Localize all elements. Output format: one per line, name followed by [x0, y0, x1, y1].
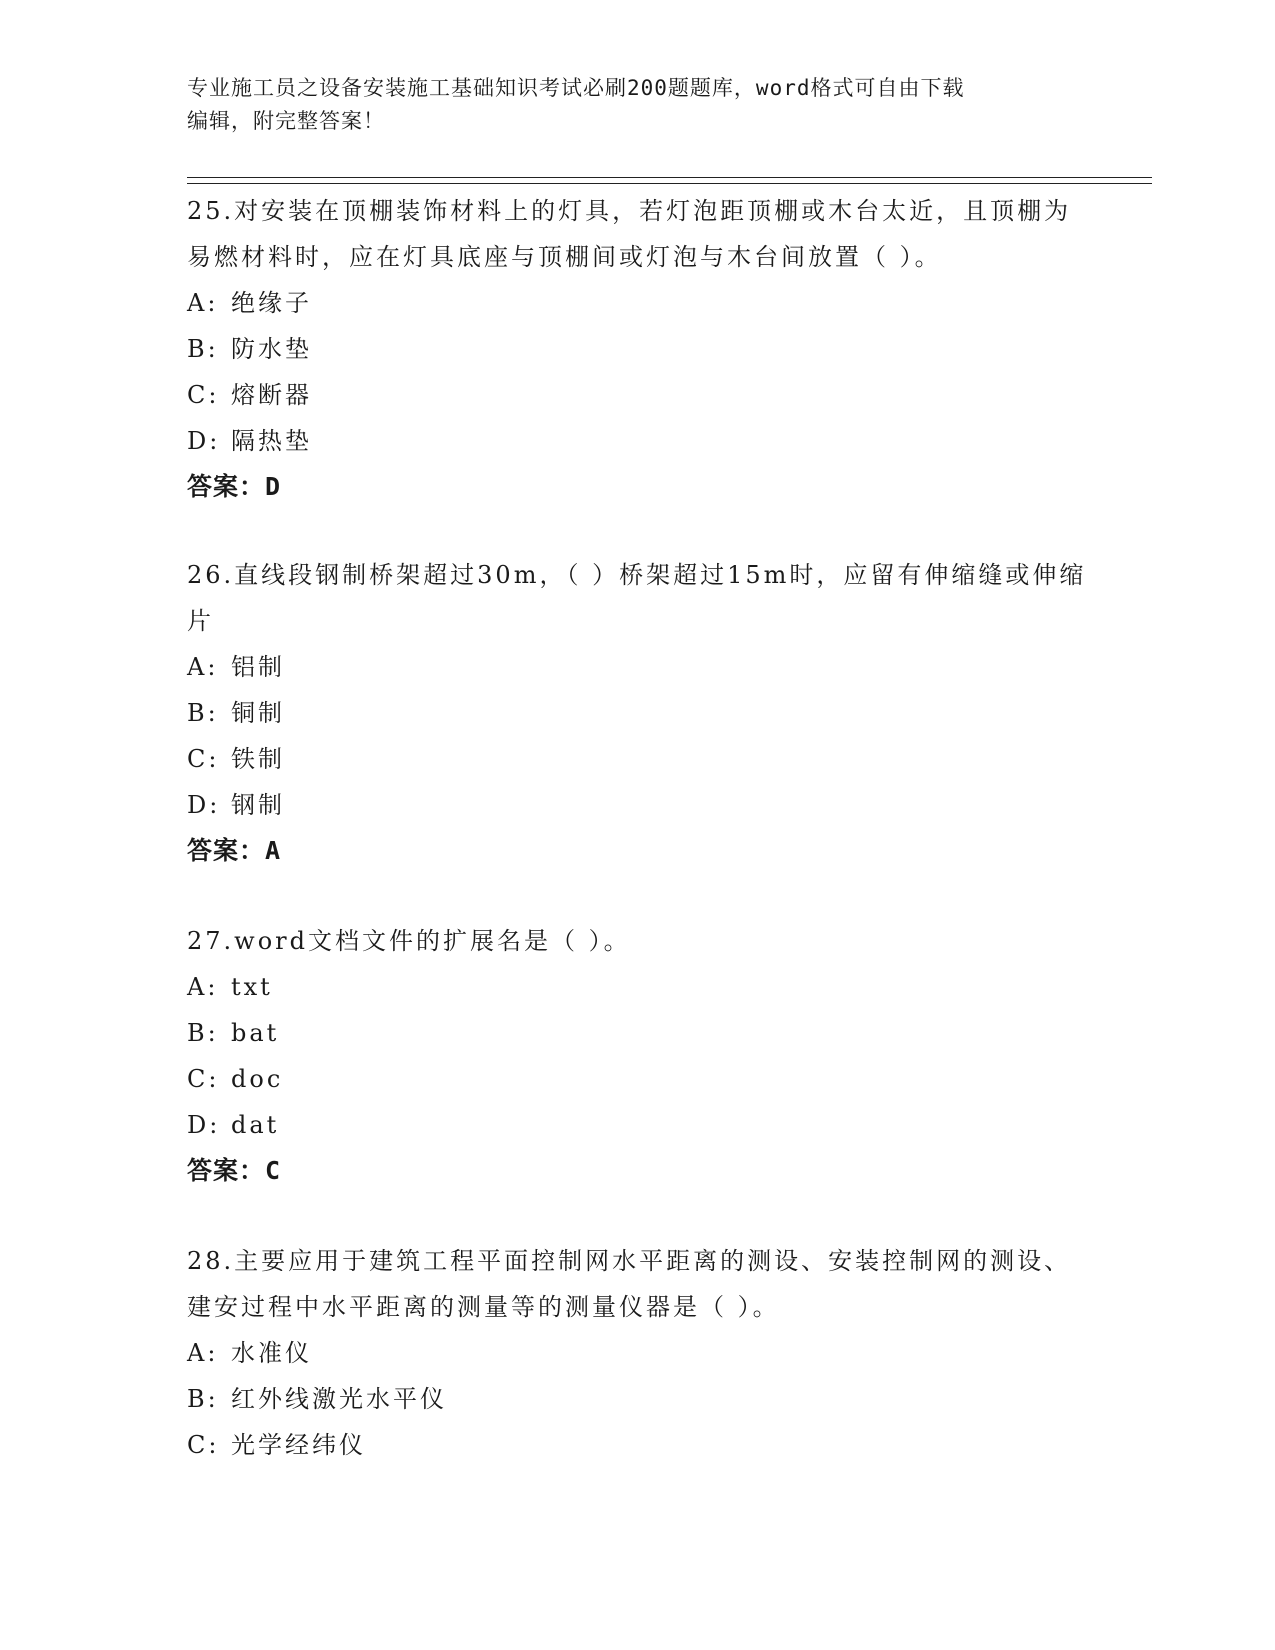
answer-value: D	[265, 472, 282, 501]
option-key: A:	[187, 973, 219, 1001]
option-value: 光学经纬仪	[231, 1431, 366, 1459]
header-divider-top	[187, 177, 1152, 178]
question-25	[187, 188, 1087, 510]
option-key: D:	[187, 791, 221, 819]
option-c	[187, 1422, 1087, 1468]
option-b	[187, 1376, 1087, 1422]
question-26	[187, 552, 1087, 874]
option-key: C:	[187, 745, 220, 773]
option-value: 红外线激光水平仪	[231, 1385, 447, 1413]
answer	[187, 1148, 1087, 1194]
option-a	[187, 280, 1087, 326]
option-value: 熔断器	[231, 381, 312, 409]
option-value: doc	[231, 1065, 284, 1093]
option-value: 铝制	[231, 653, 285, 681]
option-d	[187, 418, 1087, 464]
option-value: txt	[231, 973, 273, 1001]
question-text: 26.直线段钢制桥架超过30m，（ ）桥架超过15m时，应留有伸缩缝或伸缩片	[187, 561, 1087, 635]
option-a	[187, 644, 1087, 690]
option-value: 铜制	[231, 699, 285, 727]
option-key: B:	[187, 335, 219, 363]
option-key: D:	[187, 1111, 221, 1139]
option-key: C:	[187, 381, 220, 409]
option-b	[187, 1010, 1087, 1056]
option-a	[187, 1330, 1087, 1376]
option-value: bat	[231, 1019, 280, 1047]
header-line-2: 编辑，附完整答案！	[187, 109, 385, 133]
option-d	[187, 782, 1087, 828]
header-line-1: 专业施工员之设备安装施工基础知识考试必刷200题题库，word格式可自由下载	[187, 76, 965, 100]
option-value: 隔热垫	[231, 427, 312, 455]
option-key: C:	[187, 1065, 220, 1093]
option-value: 防水垫	[231, 335, 312, 363]
question-28	[187, 1238, 1087, 1468]
answer-label: 答案：	[187, 472, 266, 501]
answer	[187, 464, 1087, 510]
option-a	[187, 964, 1087, 1010]
header-divider-bottom	[187, 183, 1152, 184]
option-key: B:	[187, 1019, 219, 1047]
option-key: C:	[187, 1431, 220, 1459]
option-value: 绝缘子	[231, 289, 312, 317]
option-key: B:	[187, 699, 219, 727]
option-value: dat	[231, 1111, 280, 1139]
option-value: 铁制	[231, 745, 285, 773]
answer	[187, 828, 1087, 874]
answer-label: 答案：	[187, 1156, 266, 1185]
answer-value: A	[265, 836, 282, 865]
option-value: 钢制	[231, 791, 285, 819]
document-header	[187, 72, 1087, 138]
question-text: 25.对安装在顶棚装饰材料上的灯具，若灯泡距顶棚或木台太近，且顶棚为易燃材料时，应在灯具底座与顶棚间或灯泡与木台间放置（ ）。	[187, 197, 1072, 271]
answer-value: C	[265, 1156, 282, 1185]
question-27	[187, 918, 1087, 1194]
option-key: A:	[187, 289, 219, 317]
option-key: A:	[187, 653, 219, 681]
option-b	[187, 326, 1087, 372]
option-b	[187, 690, 1087, 736]
option-c	[187, 372, 1087, 418]
option-c	[187, 1056, 1087, 1102]
option-d	[187, 1102, 1087, 1148]
question-text: 27.word文档文件的扩展名是（ ）。	[187, 927, 631, 955]
option-key: B:	[187, 1385, 219, 1413]
option-value: 水准仪	[231, 1339, 312, 1367]
option-key: A:	[187, 1339, 219, 1367]
question-text: 28.主要应用于建筑工程平面控制网水平距离的测设、安装控制网的测设、建安过程中水平距离的测量等的测量仪器是（ ）。	[187, 1247, 1072, 1321]
option-key: D:	[187, 427, 221, 455]
answer-label: 答案：	[187, 836, 266, 865]
option-c	[187, 736, 1087, 782]
